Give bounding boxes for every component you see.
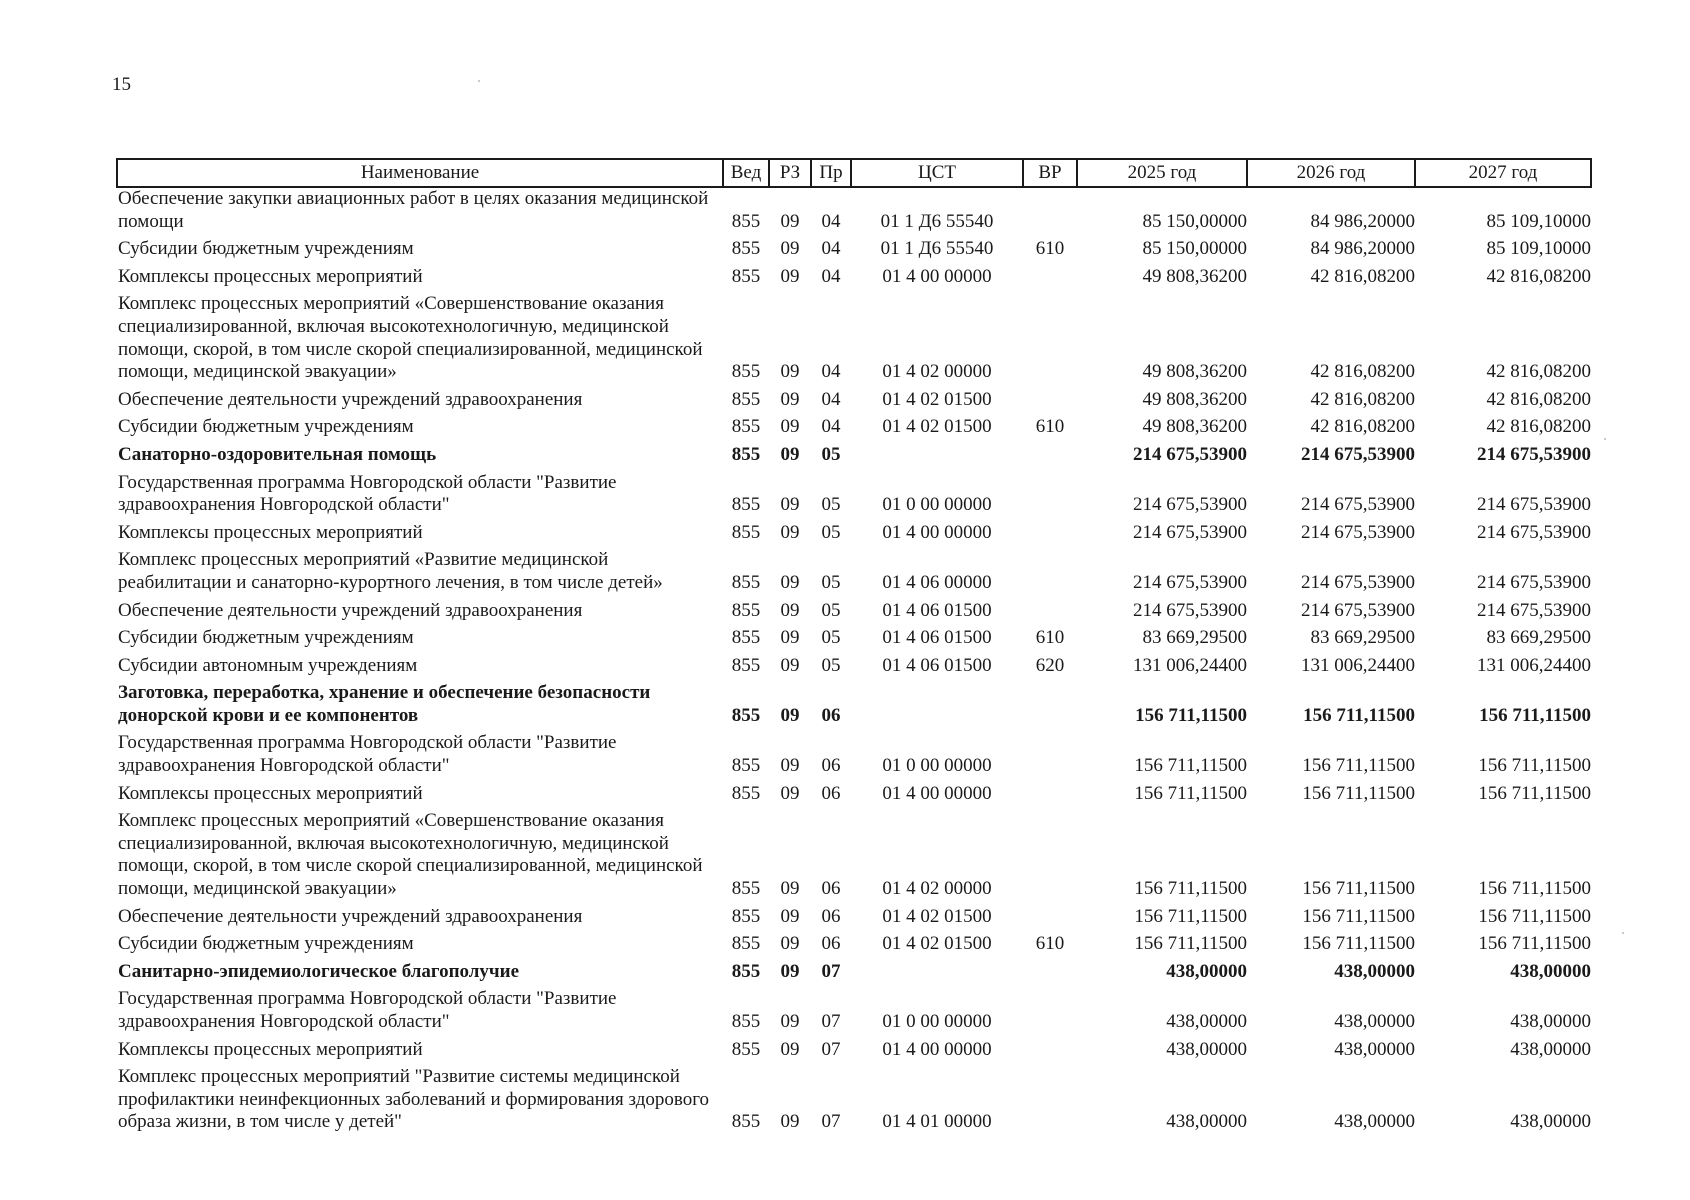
cell-ved: 855 xyxy=(731,361,761,383)
table-row xyxy=(117,727,1591,777)
cell-rz: 09 xyxy=(780,416,800,438)
cell-pr: 06 xyxy=(821,878,841,900)
cell-name: Субсидии бюджетным учреждениям xyxy=(118,933,414,955)
cell-2026: 438,00000 xyxy=(1334,1038,1415,1060)
cell-pr: 04 xyxy=(821,238,841,260)
cell-ved: 855 xyxy=(731,905,761,927)
cell-2027: 214 675,53900 xyxy=(1477,571,1591,593)
cell-2027: 131 006,24400 xyxy=(1477,654,1591,676)
cell-pr: 05 xyxy=(821,443,841,465)
cell-2027: 438,00000 xyxy=(1510,1111,1591,1133)
cell-ved: 855 xyxy=(731,1111,761,1133)
cell-rz: 09 xyxy=(780,494,800,516)
cell-2025: 438,00000 xyxy=(1166,1038,1247,1060)
cell-pr: 04 xyxy=(821,361,841,383)
cell-ved: 855 xyxy=(731,443,761,465)
table-row xyxy=(117,467,1591,517)
table-row xyxy=(117,901,1591,929)
cell-2026: 214 675,53900 xyxy=(1301,521,1415,543)
cell-2026: 214 675,53900 xyxy=(1301,443,1415,465)
table-row xyxy=(117,677,1591,727)
cell-pr: 05 xyxy=(821,627,841,649)
table-row xyxy=(117,384,1591,412)
table-row xyxy=(117,233,1591,261)
cell-2027: 42 816,08200 xyxy=(1486,416,1591,438)
cell-cst xyxy=(851,439,1023,467)
cell-vr: 610 xyxy=(1035,933,1065,955)
cell-rz: 09 xyxy=(780,388,800,410)
cell-2025: 49 808,36200 xyxy=(1142,388,1247,410)
cell-vr: 610 xyxy=(1035,238,1065,260)
header-2026: 2026 год xyxy=(1247,159,1415,187)
cell-vr xyxy=(1023,956,1077,984)
table-row xyxy=(117,517,1591,545)
cell-2027: 156 711,11500 xyxy=(1478,782,1591,804)
cell-pr: 06 xyxy=(821,755,841,777)
cell-name: Обеспечение деятельности учреждений здравоохранения xyxy=(118,388,583,410)
cell-2025: 156 711,11500 xyxy=(1134,878,1247,900)
cell-ved: 855 xyxy=(731,960,761,982)
cell-vr xyxy=(1023,805,1077,900)
cell-vr xyxy=(1023,439,1077,467)
cell-name: Комплексы процессных мероприятий xyxy=(118,265,423,287)
cell-vr: 610 xyxy=(1035,416,1065,438)
cell-pr: 05 xyxy=(821,494,841,516)
cell-vr: 610 xyxy=(1035,627,1065,649)
cell-name: Обеспечение деятельности учреждений здравоохранения xyxy=(118,905,583,927)
cell-cst: 01 4 02 01500 xyxy=(882,905,992,927)
cell-name: Комплекс процессных мероприятий «Развитие медицинской реабилитации и санаторно-курортного лечения, в том числе детей» xyxy=(118,549,663,593)
scan-speck xyxy=(478,80,480,82)
cell-2025: 49 808,36200 xyxy=(1142,265,1247,287)
cell-vr xyxy=(1023,1034,1077,1062)
cell-name: Комплексы процессных мероприятий xyxy=(118,521,423,543)
cell-2025: 156 711,11500 xyxy=(1134,905,1247,927)
cell-2027: 438,00000 xyxy=(1510,1011,1591,1032)
cell-vr xyxy=(1023,983,1077,1033)
cell-ved: 855 xyxy=(731,599,761,621)
cell-ved: 855 xyxy=(731,654,761,676)
header-rz: РЗ xyxy=(769,159,811,187)
cell-ved: 855 xyxy=(731,755,761,777)
cell-rz: 09 xyxy=(780,960,800,982)
cell-pr: 06 xyxy=(821,933,841,955)
cell-2027: 42 816,08200 xyxy=(1486,265,1591,287)
cell-name: Государственная программа Новгородской области "Развитие здравоохранения Новгородской области" xyxy=(118,988,617,1032)
cell-2025: 438,00000 xyxy=(1166,1111,1247,1133)
cell-2027: 156 711,11500 xyxy=(1478,878,1591,900)
cell-ved: 855 xyxy=(731,1038,761,1060)
cell-rz: 09 xyxy=(780,782,800,804)
cell-cst: 01 4 02 00000 xyxy=(882,361,992,383)
cell-2025: 85 150,00000 xyxy=(1142,210,1247,232)
cell-cst: 01 4 06 01500 xyxy=(882,627,992,649)
cell-ved: 855 xyxy=(731,210,761,232)
cell-2027: 42 816,08200 xyxy=(1486,361,1591,383)
header-vr: ВР xyxy=(1023,159,1077,187)
table-row xyxy=(117,805,1591,900)
cell-2025: 438,00000 xyxy=(1166,1011,1247,1032)
cell-ved: 855 xyxy=(731,933,761,955)
cell-2026: 84 986,20000 xyxy=(1310,210,1415,232)
cell-2025: 83 669,29500 xyxy=(1142,627,1247,649)
cell-pr: 06 xyxy=(821,704,841,726)
cell-vr xyxy=(1023,384,1077,412)
cell-2026: 156 711,11500 xyxy=(1302,782,1415,804)
table-row xyxy=(117,778,1591,806)
cell-2027: 156 711,11500 xyxy=(1478,933,1591,955)
cell-name: Обеспечение деятельности учреждений здравоохранения xyxy=(118,599,583,621)
cell-2025: 214 675,53900 xyxy=(1133,521,1247,543)
cell-2025: 49 808,36200 xyxy=(1142,361,1247,383)
header-pr: Пр xyxy=(811,159,851,187)
cell-2026: 156 711,11500 xyxy=(1302,755,1415,777)
table-row xyxy=(117,1034,1591,1062)
cell-cst: 01 4 02 01500 xyxy=(882,416,992,438)
table-row xyxy=(117,956,1591,984)
cell-cst: 01 1 Д6 55540 xyxy=(880,210,994,232)
cell-name: Санаторно-оздоровительная помощь xyxy=(118,443,437,465)
cell-2025: 49 808,36200 xyxy=(1142,416,1247,438)
cell-vr xyxy=(1023,595,1077,623)
cell-vr xyxy=(1023,187,1077,233)
cell-name: Комплексы процессных мероприятий xyxy=(118,782,423,804)
header-row xyxy=(117,159,1591,187)
cell-cst: 01 4 00 00000 xyxy=(882,782,992,804)
cell-2027: 156 711,11500 xyxy=(1478,905,1591,927)
cell-pr: 04 xyxy=(821,416,841,438)
cell-2026: 42 816,08200 xyxy=(1310,265,1415,287)
cell-2025: 156 711,11500 xyxy=(1134,782,1247,804)
cell-vr xyxy=(1023,778,1077,806)
cell-2025: 156 711,11500 xyxy=(1134,933,1247,955)
cell-ved: 855 xyxy=(731,416,761,438)
cell-cst: 01 4 02 01500 xyxy=(882,388,992,410)
cell-rz: 09 xyxy=(780,599,800,621)
cell-2026: 438,00000 xyxy=(1334,960,1415,982)
cell-2026: 214 675,53900 xyxy=(1301,494,1415,516)
cell-2027: 214 675,53900 xyxy=(1477,494,1591,516)
cell-2027: 438,00000 xyxy=(1510,1038,1591,1060)
cell-rz: 09 xyxy=(780,443,800,465)
cell-pr: 04 xyxy=(821,210,841,232)
cell-2025: 85 150,00000 xyxy=(1142,238,1247,260)
cell-name: Государственная программа Новгородской области "Развитие здравоохранения Новгородской области" xyxy=(118,471,617,516)
cell-name: Субсидии бюджетным учреждениям xyxy=(118,416,414,438)
cell-2027: 85 109,10000 xyxy=(1486,210,1591,232)
cell-rz: 09 xyxy=(780,1111,800,1133)
cell-name: Заготовка, переработка, хранение и обеспечение безопасности донорской крови и ее компонентов xyxy=(118,682,651,726)
cell-name: Субсидии бюджетным учреждениям xyxy=(118,627,414,649)
cell-pr: 07 xyxy=(821,1011,841,1032)
cell-2027: 438,00000 xyxy=(1510,960,1591,982)
cell-rz: 09 xyxy=(780,265,800,287)
cell-2027: 85 109,10000 xyxy=(1486,238,1591,260)
cell-pr: 07 xyxy=(821,960,841,982)
table-row xyxy=(117,650,1591,678)
cell-rz: 09 xyxy=(780,905,800,927)
cell-pr: 07 xyxy=(821,1111,841,1133)
cell-rz: 09 xyxy=(780,571,800,593)
cell-ved: 855 xyxy=(731,878,761,900)
cell-2027: 214 675,53900 xyxy=(1477,521,1591,543)
cell-ved: 855 xyxy=(731,571,761,593)
cell-ved: 855 xyxy=(731,627,761,649)
cell-name: Обеспечение закупки авиационных работ в целях оказания медицинской помощи xyxy=(118,188,709,232)
cell-pr: 05 xyxy=(821,599,841,621)
cell-2026: 156 711,11500 xyxy=(1302,878,1415,900)
cell-2025: 156 711,11500 xyxy=(1135,704,1247,726)
cell-vr xyxy=(1023,544,1077,594)
cell-vr: 620 xyxy=(1035,654,1065,676)
scan-speck xyxy=(1622,932,1624,934)
cell-name: Комплексы процессных мероприятий xyxy=(118,1038,423,1060)
cell-rz: 09 xyxy=(780,627,800,649)
header-2027: 2027 год xyxy=(1415,159,1591,187)
cell-cst xyxy=(851,956,1023,984)
cell-2026: 156 711,11500 xyxy=(1303,704,1415,726)
cell-2026: 42 816,08200 xyxy=(1310,361,1415,383)
cell-2026: 438,00000 xyxy=(1334,1111,1415,1133)
cell-pr: 06 xyxy=(821,905,841,927)
cell-rz: 09 xyxy=(780,878,800,900)
cell-2026: 42 816,08200 xyxy=(1310,388,1415,410)
cell-cst: 01 4 06 00000 xyxy=(882,571,992,593)
cell-pr: 04 xyxy=(821,388,841,410)
cell-cst: 01 4 00 00000 xyxy=(882,265,992,287)
cell-rz: 09 xyxy=(780,210,800,232)
cell-2027: 214 675,53900 xyxy=(1477,599,1591,621)
cell-pr: 06 xyxy=(821,782,841,804)
cell-rz: 09 xyxy=(780,654,800,676)
cell-2026: 131 006,24400 xyxy=(1301,654,1415,676)
cell-name: Комплекс процессных мероприятий "Развитие системы медицинской профилактики неинфекционных заболеваний и формирования здорового образа жизни, в том числе у детей" xyxy=(118,1066,710,1133)
header-ved: Вед xyxy=(723,159,769,187)
cell-2027: 42 816,08200 xyxy=(1486,388,1591,410)
table-row xyxy=(117,288,1591,383)
cell-vr xyxy=(1023,1061,1077,1134)
cell-cst: 01 0 00 00000 xyxy=(882,1011,992,1032)
cell-2025: 214 675,53900 xyxy=(1133,571,1247,593)
cell-rz: 09 xyxy=(780,1038,800,1060)
table-row xyxy=(117,411,1591,439)
cell-2027: 156 711,11500 xyxy=(1478,755,1591,777)
cell-pr: 05 xyxy=(821,571,841,593)
cell-name: Государственная программа Новгородской области "Развитие здравоохранения Новгородской области" xyxy=(118,732,617,777)
cell-2026: 156 711,11500 xyxy=(1302,933,1415,955)
cell-cst: 01 4 00 00000 xyxy=(882,521,992,543)
cell-2025: 214 675,53900 xyxy=(1133,494,1247,516)
table-row xyxy=(117,544,1591,594)
cell-cst: 01 1 Д6 55540 xyxy=(880,238,994,260)
cell-2025: 214 675,53900 xyxy=(1133,599,1247,621)
cell-rz: 09 xyxy=(780,933,800,955)
cell-cst: 01 4 02 01500 xyxy=(882,933,992,955)
cell-rz: 09 xyxy=(780,1011,800,1032)
table-row xyxy=(117,187,1591,233)
cell-ved: 855 xyxy=(731,494,761,516)
cell-2026: 438,00000 xyxy=(1334,1011,1415,1032)
cell-cst: 01 4 00 00000 xyxy=(882,1038,992,1060)
cell-ved: 855 xyxy=(731,265,761,287)
cell-vr xyxy=(1023,517,1077,545)
cell-ved: 855 xyxy=(731,388,761,410)
cell-cst: 01 4 01 00000 xyxy=(882,1111,992,1133)
cell-2026: 84 986,20000 xyxy=(1310,238,1415,260)
table-body xyxy=(117,187,1591,1134)
table-row xyxy=(117,1061,1591,1134)
cell-ved: 855 xyxy=(731,238,761,260)
cell-2026: 214 675,53900 xyxy=(1301,599,1415,621)
cell-vr xyxy=(1023,467,1077,517)
cell-ved: 855 xyxy=(731,704,761,726)
budget-table xyxy=(116,158,1592,1134)
cell-2026: 156 711,11500 xyxy=(1302,905,1415,927)
cell-cst: 01 4 06 01500 xyxy=(882,654,992,676)
scan-speck xyxy=(1604,438,1606,440)
cell-2027: 156 711,11500 xyxy=(1479,704,1591,726)
cell-vr xyxy=(1023,288,1077,383)
cell-2027: 214 675,53900 xyxy=(1477,443,1591,465)
page-number: 15 xyxy=(112,74,131,95)
cell-rz: 09 xyxy=(780,755,800,777)
table-row xyxy=(117,983,1591,1033)
table-row xyxy=(117,595,1591,623)
cell-name: Субсидии автономным учреждениям xyxy=(118,654,418,676)
cell-name: Комплекс процессных мероприятий «Совершенствование оказания специализированной, включая высокотехнологичную, медицинской помощи, скорой, в том числе скорой специализированной, медицинской помощи, медицинской эвакуации» xyxy=(118,810,703,900)
cell-2026: 42 816,08200 xyxy=(1310,416,1415,438)
cell-pr: 05 xyxy=(821,521,841,543)
table-row xyxy=(117,928,1591,956)
cell-2025: 156 711,11500 xyxy=(1134,755,1247,777)
cell-cst: 01 4 02 00000 xyxy=(882,878,992,900)
cell-vr xyxy=(1023,727,1077,777)
cell-2026: 214 675,53900 xyxy=(1301,571,1415,593)
cell-cst: 01 0 00 00000 xyxy=(882,494,992,516)
cell-cst xyxy=(851,677,1023,727)
cell-cst: 01 0 00 00000 xyxy=(882,755,992,777)
cell-rz: 09 xyxy=(780,704,800,726)
cell-rz: 09 xyxy=(780,238,800,260)
cell-rz: 09 xyxy=(780,361,800,383)
cell-2025: 438,00000 xyxy=(1166,960,1247,982)
cell-ved: 855 xyxy=(731,1011,761,1032)
cell-cst: 01 4 06 01500 xyxy=(882,599,992,621)
cell-pr: 05 xyxy=(821,654,841,676)
cell-2025: 131 006,24400 xyxy=(1133,654,1247,676)
table-row xyxy=(117,622,1591,650)
table-row xyxy=(117,261,1591,289)
cell-vr xyxy=(1023,677,1077,727)
cell-pr: 07 xyxy=(821,1038,841,1060)
cell-2027: 83 669,29500 xyxy=(1486,627,1591,649)
cell-2026: 83 669,29500 xyxy=(1310,627,1415,649)
cell-vr xyxy=(1023,261,1077,289)
cell-2025: 214 675,53900 xyxy=(1133,443,1247,465)
cell-rz: 09 xyxy=(780,521,800,543)
cell-ved: 855 xyxy=(731,782,761,804)
header-name: Наименование xyxy=(117,159,723,187)
cell-name: Санитарно-эпидемиологическое благополучие xyxy=(118,960,520,982)
header-cst: ЦСТ xyxy=(851,159,1023,187)
cell-name: Субсидии бюджетным учреждениям xyxy=(118,238,414,260)
table-row xyxy=(117,439,1591,467)
cell-name: Комплекс процессных мероприятий «Совершенствование оказания специализированной, включая высокотехнологичную, медицинской помощи, скорой, в том числе скорой специализированной, медицинской помощи, медицинской эвакуации» xyxy=(118,293,703,383)
cell-vr xyxy=(1023,901,1077,929)
cell-ved: 855 xyxy=(731,521,761,543)
header-2025: 2025 год xyxy=(1077,159,1247,187)
cell-pr: 04 xyxy=(821,265,841,287)
